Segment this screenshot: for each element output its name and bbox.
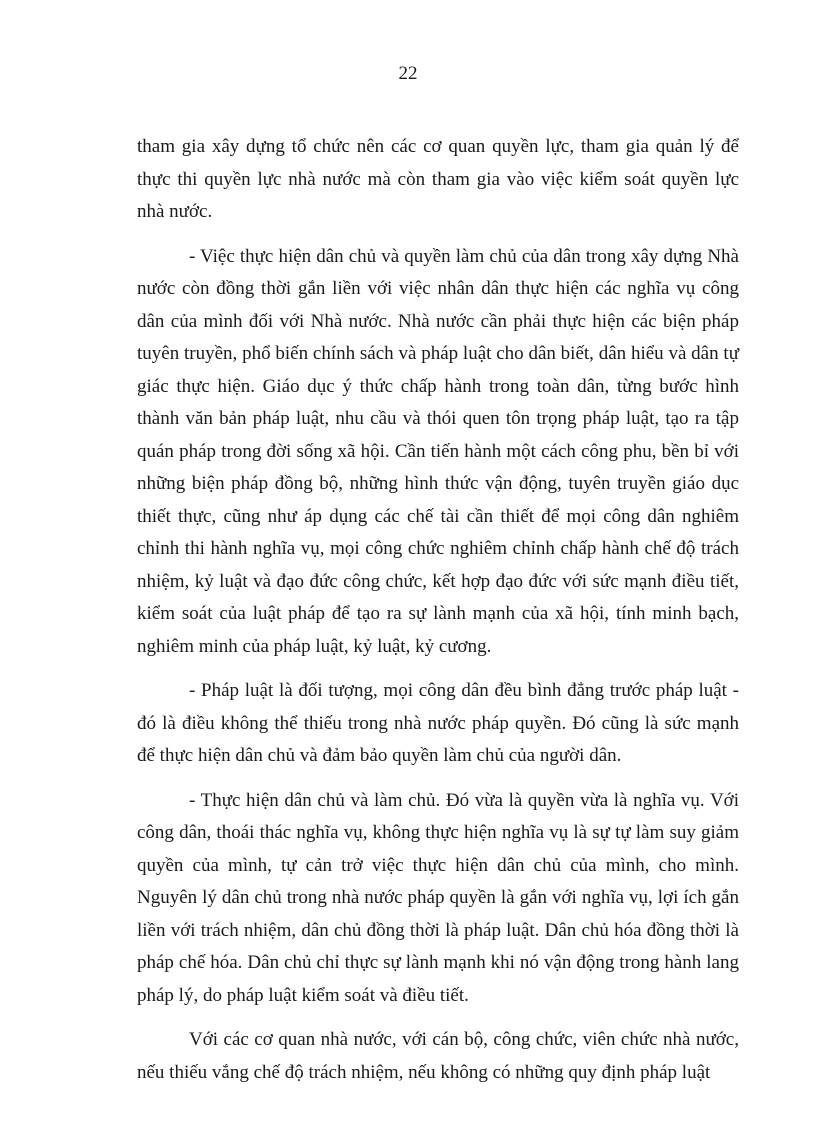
body-text	[137, 131, 739, 1101]
page-number: 22	[398, 63, 418, 84]
paragraph-citizen-obligations: - Việc thực hiện dân chủ và quyền làm chủ của dân trong xây dựng Nhà nước còn đồng thời gắn liền với việc nhân dân thực hiện các nghĩa vụ công dân của mình đối với Nhà nước. Nhà nước cần phải thực hiện các biện pháp tuyên truyền, phổ biến chính sách và pháp luật cho dân biết, dân hiểu và dân tự giác thực hiện. Giáo dục ý thức chấp hành trong toàn dân, từng bước hình thành văn bản pháp luật, nhu cầu và thói quen tôn trọng pháp luật, tạo ra tập quán pháp trong đời sống xã hội. Cần tiến hành một cách công phu, bền bỉ với những biện pháp đồng bộ, những hình thức vận động, tuyên truyền giáo dục thiết thực, cũng như áp dụng các chế tài cần thiết để mọi công dân nghiêm chỉnh thi hành nghĩa vụ, mọi công chức nghiêm chỉnh chấp hành chế độ trách nhiệm, kỷ luật và đạo đức công chức, kết hợp đạo đức với sức mạnh điều tiết, kiểm soát của luật pháp để tạo ra sự lành mạnh của xã hội, tính minh bạch, nghiêm minh của pháp luật, kỷ luật, kỷ cương.	[137, 245, 739, 657]
paragraph-continuation: tham gia xây dựng tổ chức nên các cơ quan quyền lực, tham gia quản lý để thực thi quyền lực nhà nước mà còn tham gia vào việc kiểm soát quyền lực nhà nước.	[137, 136, 739, 222]
paragraph-equality-before-law: - Pháp luật là đối tượng, mọi công dân đều bình đẳng trước pháp luật - đó là điều không thể thiếu trong nhà nước pháp quyền. Đó cũng là sức mạnh để thực hiện dân chủ và đảm bảo quyền làm chủ của người dân.	[137, 680, 739, 766]
paragraph-democracy-rights-duties: - Thực hiện dân chủ và làm chủ. Đó vừa là quyền vừa là nghĩa vụ. Với công dân, thoái thác nghĩa vụ, không thực hiện nghĩa vụ là sự tự làm suy giảm quyền của mình, tự cản trở việc thực hiện dân chủ của mình, cho mình. Nguyên lý dân chủ trong nhà nước pháp quyền là gắn với nghĩa vụ, lợi ích gắn liền với trách nhiệm, dân chủ đồng thời là pháp luật. Dân chủ hóa đồng thời là pháp chế hóa. Dân chủ chỉ thực sự lành mạnh khi nó vận động trong hành lang pháp lý, do pháp luật kiểm soát và điều tiết.	[137, 789, 739, 1006]
paragraph-state-agencies: Với các cơ quan nhà nước, với cán bộ, công chức, viên chức nhà nước, nếu thiếu vắng chế độ trách nhiệm, nếu không có những quy định pháp luật	[137, 1029, 739, 1083]
